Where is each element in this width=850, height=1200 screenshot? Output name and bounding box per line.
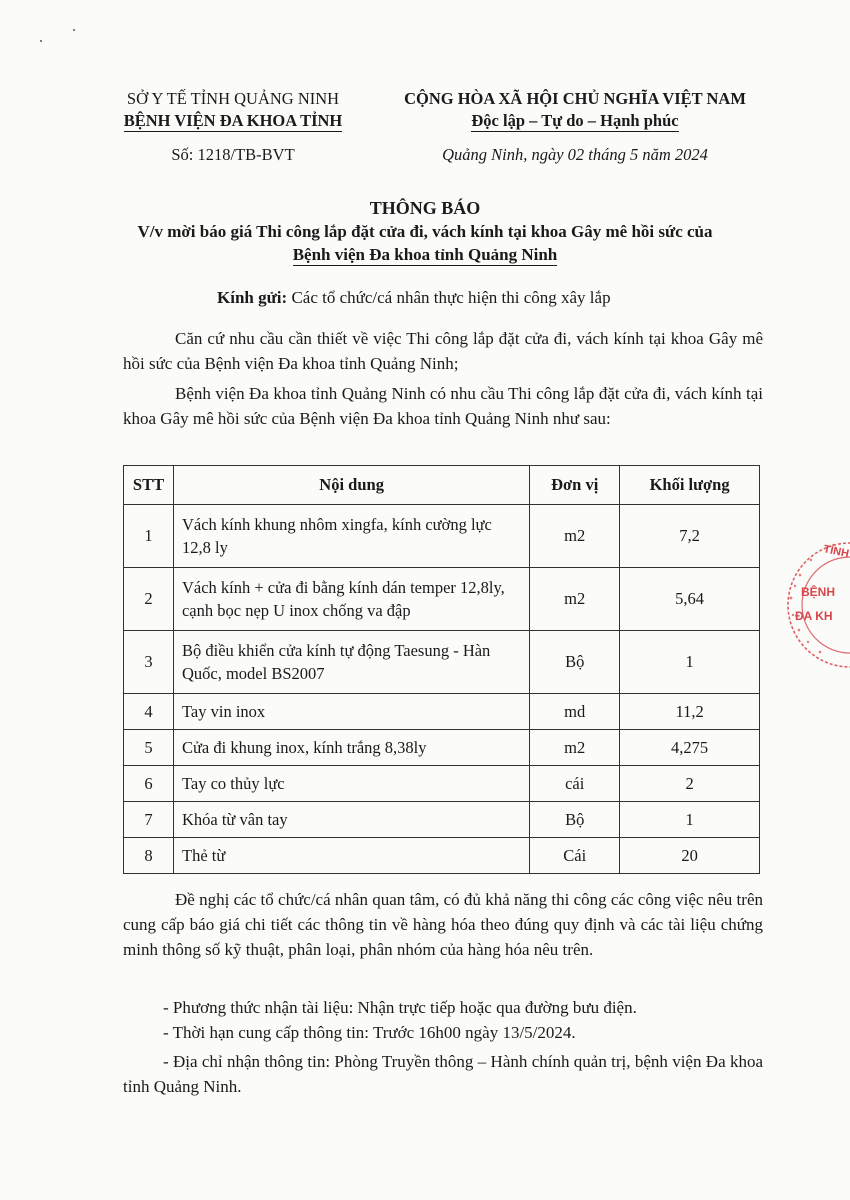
cell-content: Cửa đi khung inox, kính trắng 8,38ly bbox=[173, 730, 529, 766]
cell-qty: 1 bbox=[620, 802, 760, 838]
cell-qty: 5,64 bbox=[620, 568, 760, 631]
cell-stt: 4 bbox=[124, 694, 174, 730]
intro-para1-text: Căn cứ nhu cầu cần thiết về việc Thi công lắp đặt cửa đi, vách kính tại khoa Gây mê hồi sức của Bệnh viện Đa khoa tỉnh Quảng Ninh; bbox=[123, 329, 763, 373]
cell-unit: Bộ bbox=[530, 802, 620, 838]
recipient bbox=[217, 288, 611, 308]
closing-paragraph bbox=[123, 887, 763, 962]
bullet3-text: - Địa chỉ nhận thông tin: Phòng Truyền thông – Hành chính quản trị, bệnh viện Đa khoa tỉnh Quảng Ninh. bbox=[123, 1052, 763, 1096]
cell-stt: 5 bbox=[124, 730, 174, 766]
table-row bbox=[124, 505, 760, 568]
cell-stt: 2 bbox=[124, 568, 174, 631]
cell-unit: m2 bbox=[530, 505, 620, 568]
scan-speck bbox=[40, 40, 42, 42]
stamp-text-top: TỈNH bbox=[822, 543, 850, 561]
bullet2-text: - Thời hạn cung cấp thông tin: Trước 16h00 ngày 13/5/2024. bbox=[163, 1023, 576, 1042]
org-line2: BỆNH VIỆN ĐA KHOA TỈNH bbox=[123, 111, 343, 130]
cell-content: Vách kính + cửa đi bằng kính dán temper 12,8ly, cạnh bọc nẹp U inox chống va đập bbox=[173, 568, 529, 631]
table-row bbox=[124, 802, 760, 838]
closing-para-text: Đề nghị các tổ chức/cá nhân quan tâm, có đủ khả năng thi công các công việc nêu trên cung cấp báo giá chi tiết các thông tin về hàng hóa theo đúng quy định và các tài liệu chứng minh thông số kỹ thuật, phân loại, phân nhóm của hàng hóa nêu trên. bbox=[123, 890, 763, 959]
cell-qty: 11,2 bbox=[620, 694, 760, 730]
recipient-text: Các tổ chức/cá nhân thực hiện thi công xây lắp bbox=[291, 288, 611, 307]
cell-content: Khóa từ vân tay bbox=[173, 802, 529, 838]
cell-content: Thẻ từ bbox=[173, 838, 529, 874]
cell-unit: Cái bbox=[530, 838, 620, 874]
document-title bbox=[0, 197, 850, 266]
title-main: THÔNG BÁO bbox=[369, 198, 481, 218]
motto-wrap bbox=[370, 110, 780, 132]
red-seal-stamp bbox=[775, 530, 850, 680]
intro-paragraph-2 bbox=[123, 381, 763, 431]
cell-unit: m2 bbox=[530, 730, 620, 766]
cell-stt: 6 bbox=[124, 766, 174, 802]
recipient-label: Kính gửi: bbox=[217, 288, 288, 307]
cell-qty: 7,2 bbox=[620, 505, 760, 568]
table-row bbox=[124, 730, 760, 766]
org-line2-wrap bbox=[98, 110, 368, 132]
stamp-text-mid2: ĐA KH bbox=[795, 609, 833, 623]
cell-stt: 3 bbox=[124, 631, 174, 694]
cell-unit: cái bbox=[530, 766, 620, 802]
table-row bbox=[124, 766, 760, 802]
cell-content: Tay vin inox bbox=[173, 694, 529, 730]
cell-stt: 7 bbox=[124, 802, 174, 838]
cell-qty: 2 bbox=[620, 766, 760, 802]
date-place: Quảng Ninh, ngày 02 tháng 5 năm 2024 bbox=[442, 145, 708, 164]
intro-para2-text: Bệnh viện Đa khoa tỉnh Quảng Ninh có nhu cầu Thi công lắp đặt cửa đi, vách kính tại khoa Gây mê hồi sức của Bệnh viện Đa khoa tỉnh Quảng Ninh như sau: bbox=[123, 384, 763, 428]
stamp-text-mid1: BỆNH bbox=[801, 585, 836, 599]
table-header-row bbox=[124, 466, 760, 505]
title-subject-line2: Bệnh viện Đa khoa tỉnh Quảng Ninh bbox=[292, 245, 558, 264]
org-line1: SỞ Y TẾ TỈNH QUẢNG NINH bbox=[126, 89, 340, 108]
title-subject-line2-wrap bbox=[0, 243, 850, 266]
cell-unit: md bbox=[530, 694, 620, 730]
nation-name: CỘNG HÒA XÃ HỘI CHỦ NGHĨA VIỆT NAM bbox=[404, 89, 746, 108]
closing-bullet-3 bbox=[123, 1049, 763, 1099]
cell-content: Bộ điều khiển cửa kính tự động Taesung - Hàn Quốc, model BS2007 bbox=[173, 631, 529, 694]
intro-paragraph-1 bbox=[123, 326, 763, 376]
doc-number: Số: 1218/TB-BVT bbox=[171, 145, 295, 164]
bullet1-text: - Phương thức nhận tài liệu: Nhận trực tiếp hoặc qua đường bưu điện. bbox=[163, 998, 637, 1017]
cell-content: Tay co thủy lực bbox=[173, 766, 529, 802]
motto: Độc lập – Tự do – Hạnh phúc bbox=[471, 111, 679, 130]
cell-qty: 1 bbox=[620, 631, 760, 694]
cell-stt: 1 bbox=[124, 505, 174, 568]
table-row bbox=[124, 694, 760, 730]
table-row bbox=[124, 568, 760, 631]
title-subject-line1: V/v mời báo giá Thi công lắp đặt cửa đi, vách kính tại khoa Gây mê hồi sức của bbox=[137, 222, 713, 241]
closing-bullet-1 bbox=[123, 995, 763, 1020]
scan-speck bbox=[73, 29, 75, 31]
table-row bbox=[124, 631, 760, 694]
header-unit: Đơn vị bbox=[530, 466, 620, 505]
header-content: Nội dung bbox=[173, 466, 529, 505]
cell-qty: 20 bbox=[620, 838, 760, 874]
cell-content: Vách kính khung nhôm xingfa, kính cường lực 12,8 ly bbox=[173, 505, 529, 568]
closing-bullet-2 bbox=[123, 1020, 763, 1045]
cell-unit: m2 bbox=[530, 568, 620, 631]
items-table bbox=[123, 465, 760, 874]
table-row bbox=[124, 838, 760, 874]
cell-stt: 8 bbox=[124, 838, 174, 874]
header-stt: STT bbox=[124, 466, 174, 505]
header-qty: Khối lượng bbox=[620, 466, 760, 505]
cell-unit: Bộ bbox=[530, 631, 620, 694]
cell-qty: 4,275 bbox=[620, 730, 760, 766]
